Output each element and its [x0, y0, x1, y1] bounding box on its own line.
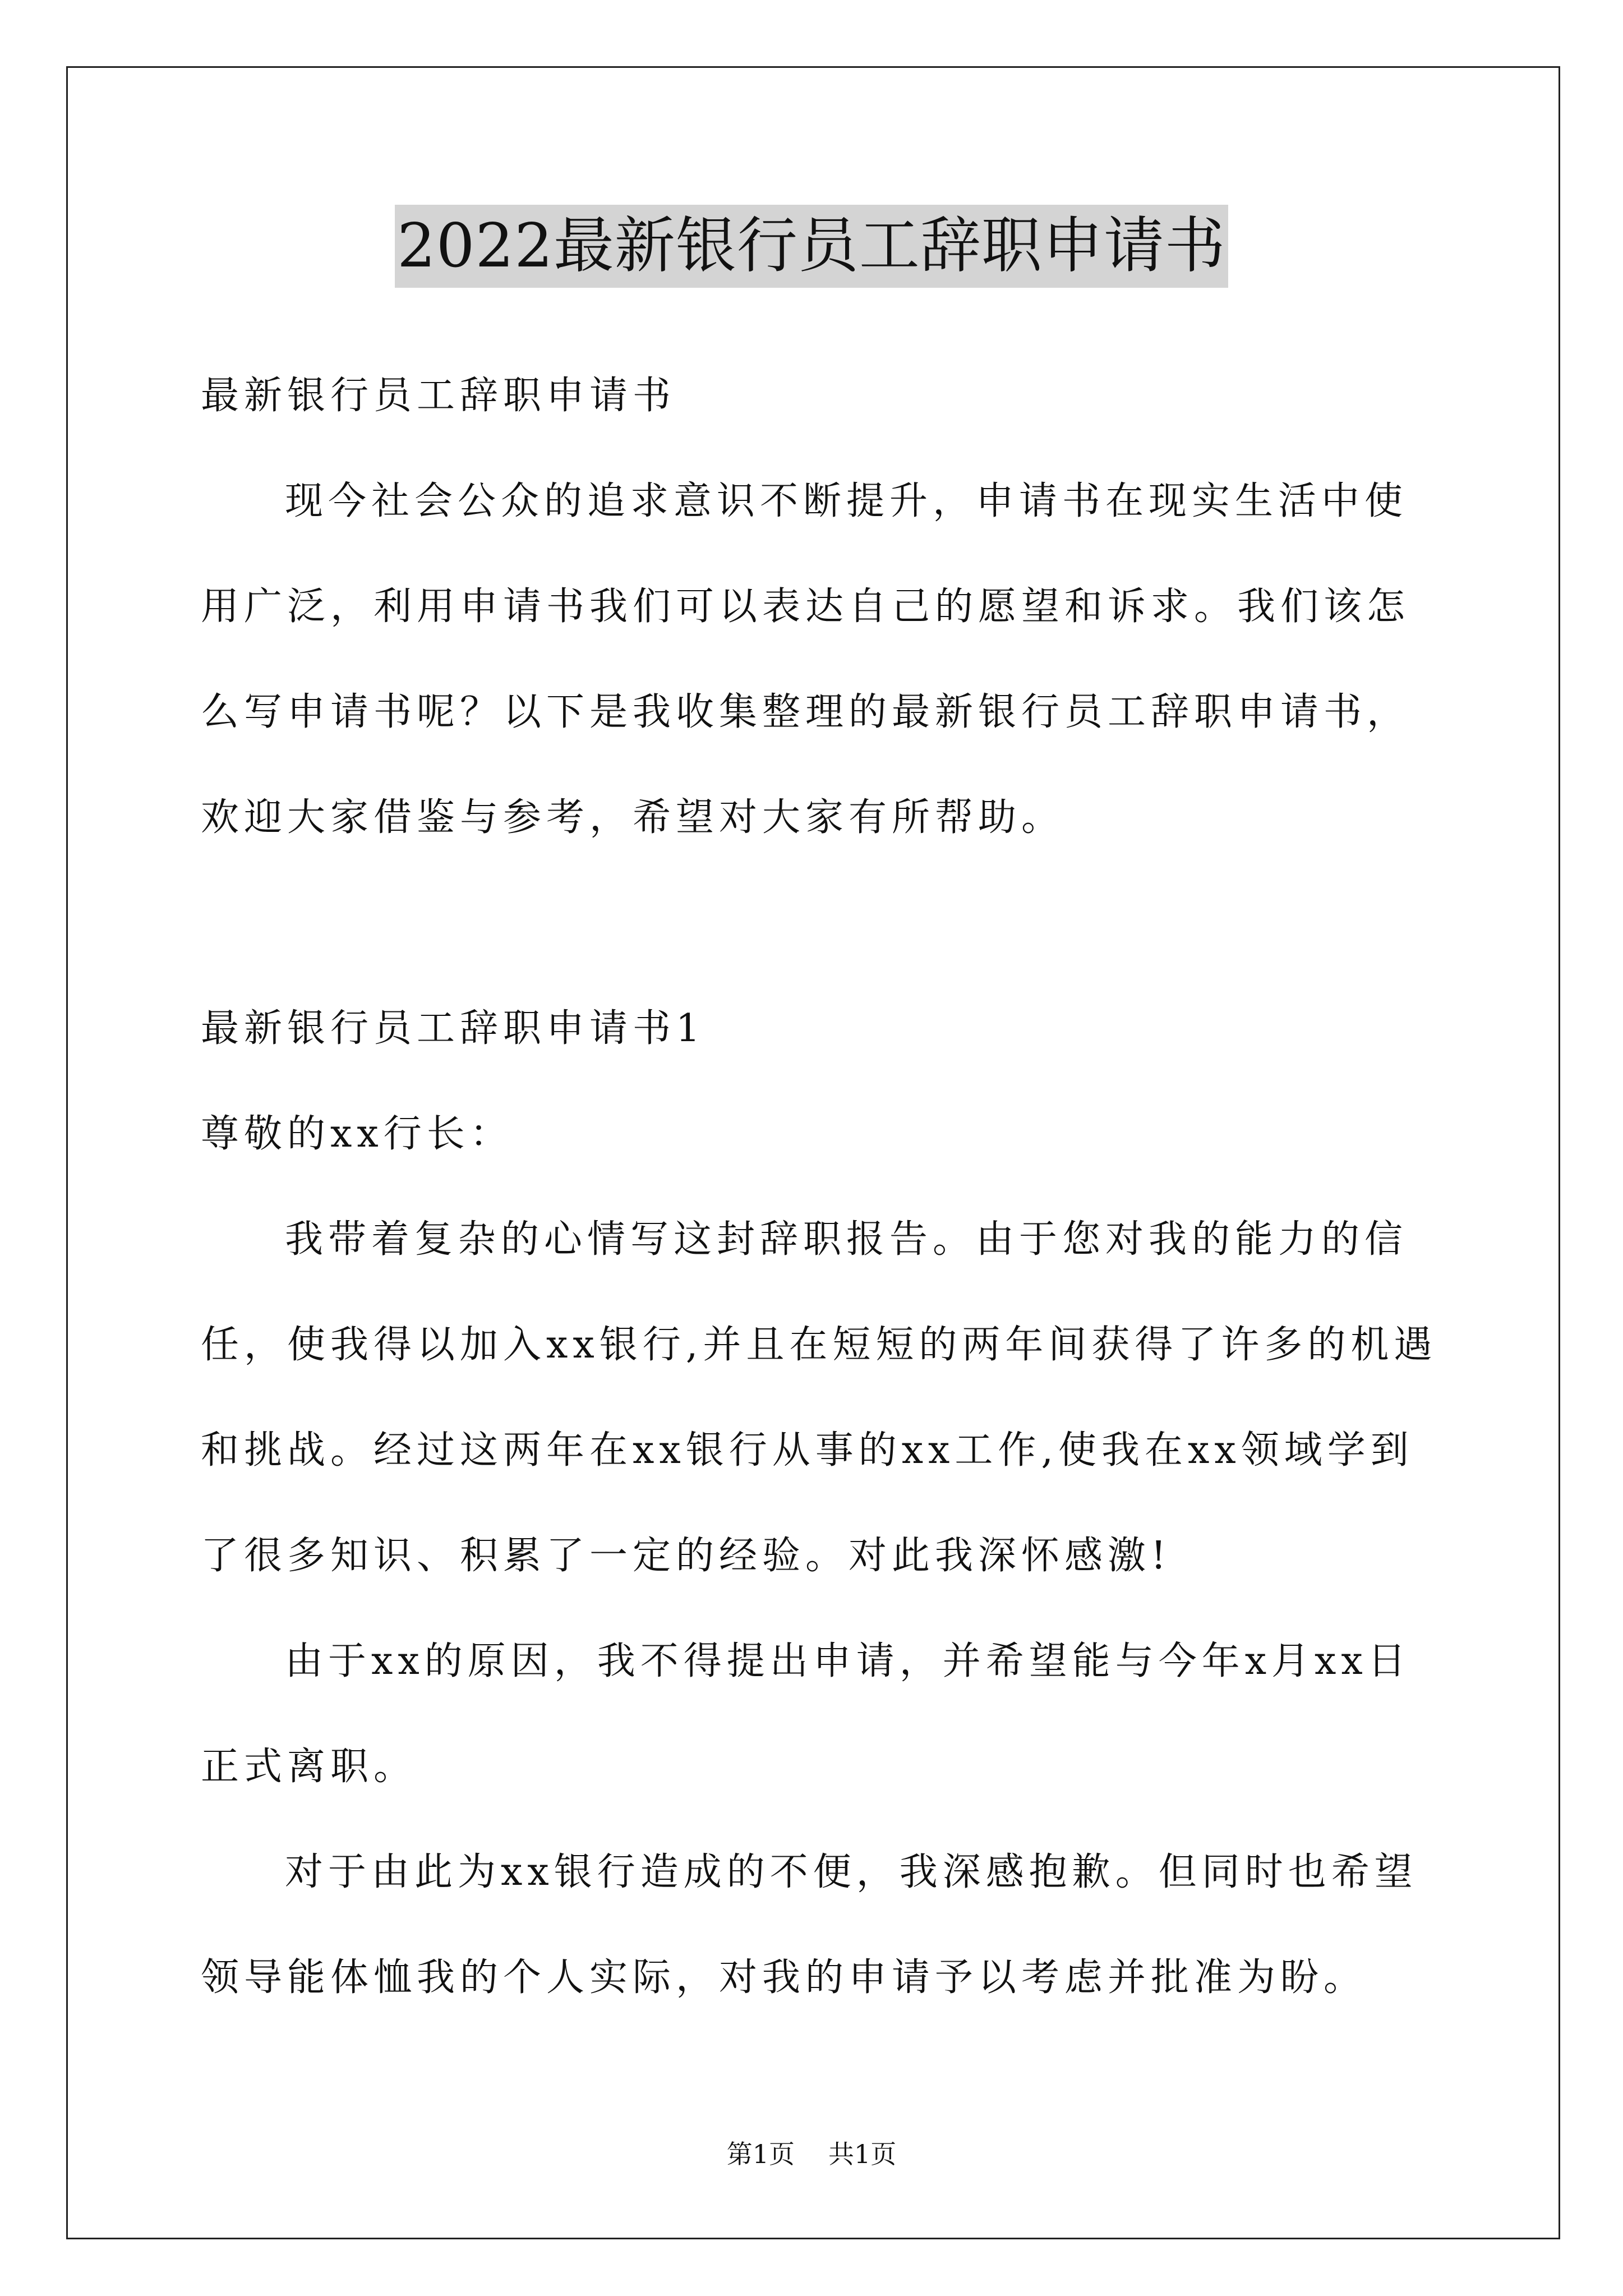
document-subtitle: 最新银行员工辞职申请书	[201, 374, 676, 418]
document-body	[201, 343, 1440, 2031]
intro-paragraph: 现今社会公众的追求意识不断提升，申请书在现实生活中使用广泛，利用申请书我们可以表达自己的愿望和诉求。我们该怎么写申请书呢？以下是我收集整理的最新银行员工辞职申请书，欢迎大家借鉴与参考，希望对大家有所帮助。	[201, 479, 1410, 840]
body-paragraph: 对于由此为xx银行造成的不便，我深感抱歉。但同时也希望领导能体恤我的个人实际，对我的申请予以考虑并批准为盼。	[201, 1850, 1418, 2000]
body-paragraph: 我带着复杂的心情写这封辞职报告。由于您对我的能力的信任，使我得以加入xx银行,并且在短短的两年间获得了许多的机遇和挑战。经过这两年在xx银行从事的xx工作,使我在xx领域学到了很多知识、积累了一定的经验。对此我深怀感激!	[201, 1217, 1437, 1578]
document-title: 2022最新银行员工辞职申请书	[395, 205, 1228, 288]
section-heading: 最新银行员工辞职申请书1	[201, 1006, 706, 1051]
body-paragraph: 由于xx的原因，我不得提出申请，并希望能与今年x月xx日正式离职。	[201, 1639, 1411, 1789]
page-number-total: 共1页	[828, 2139, 897, 2169]
title-container	[0, 205, 1623, 288]
blank-line	[201, 871, 1440, 976]
page-number-current: 第1页	[726, 2139, 795, 2169]
salutation: 尊敬的xx行长：	[201, 1112, 513, 1156]
page-footer	[0, 2137, 1623, 2171]
